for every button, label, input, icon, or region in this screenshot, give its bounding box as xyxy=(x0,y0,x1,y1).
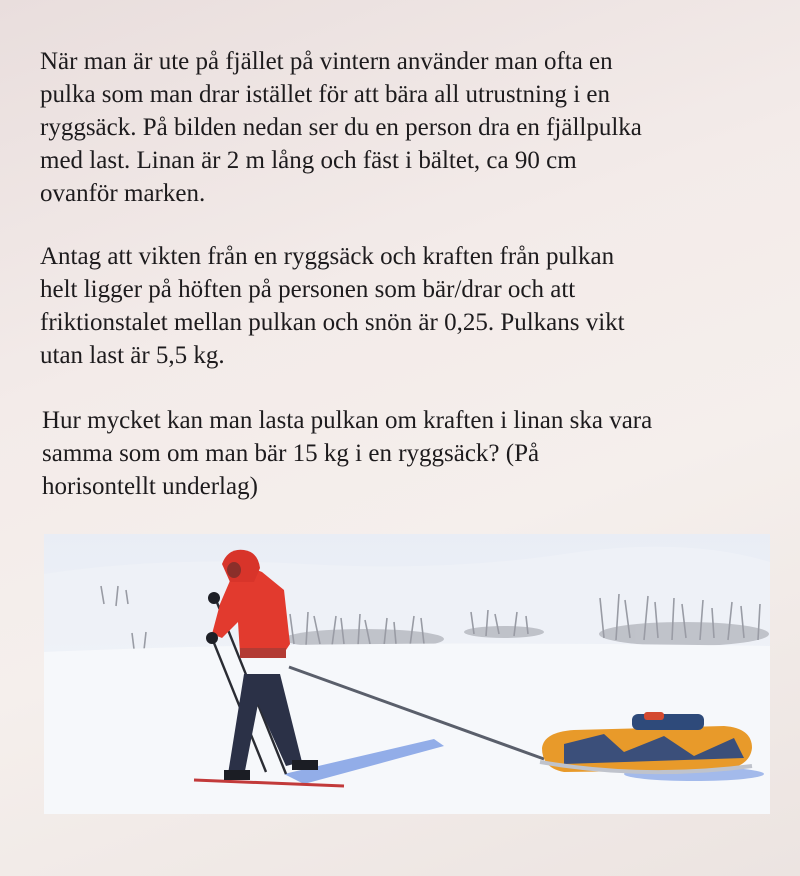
text-line: friktionstalet mellan pulkan och snön är 0,25. Pulkans vikt xyxy=(40,309,625,336)
text-line: med last. Linan är 2 m lång och fäst i bältet, ca 90 cm xyxy=(40,147,577,174)
question-paragraph xyxy=(42,404,652,503)
glove xyxy=(206,632,218,644)
ski-boot xyxy=(224,770,250,780)
text-line: ovanför marken. xyxy=(40,180,206,207)
skier-face xyxy=(227,562,241,578)
skier-sled-photo xyxy=(44,534,770,814)
text-line: samma som om man bär 15 kg i en ryggsäck? (På xyxy=(42,440,540,467)
skier-belt xyxy=(240,648,286,658)
text-line: När man är ute på fjället på vintern använder man ofta en xyxy=(40,48,613,75)
text-line: ryggsäck. På bilden nedan ser du en person dra en fjällpulka xyxy=(40,114,642,141)
text-line: pulka som man drar istället för att bära all utrustning i en xyxy=(40,81,610,108)
text-line: helt ligger på höften på personen som bär/drar och att xyxy=(40,276,576,303)
text-line: horisontellt underlag) xyxy=(42,473,258,500)
intro-paragraph xyxy=(40,45,642,210)
photo-illustration xyxy=(44,534,770,814)
text-line: utan last är 5,5 kg. xyxy=(40,342,225,369)
ski-boot xyxy=(292,760,318,770)
text-line: Hur mycket kan man lasta pulkan om kraften i linan ska vara xyxy=(42,407,653,434)
glove xyxy=(208,592,220,604)
text-line: Antag att vikten från en ryggsäck och kraften från pulkan xyxy=(40,243,615,270)
assumption-paragraph xyxy=(40,240,625,372)
